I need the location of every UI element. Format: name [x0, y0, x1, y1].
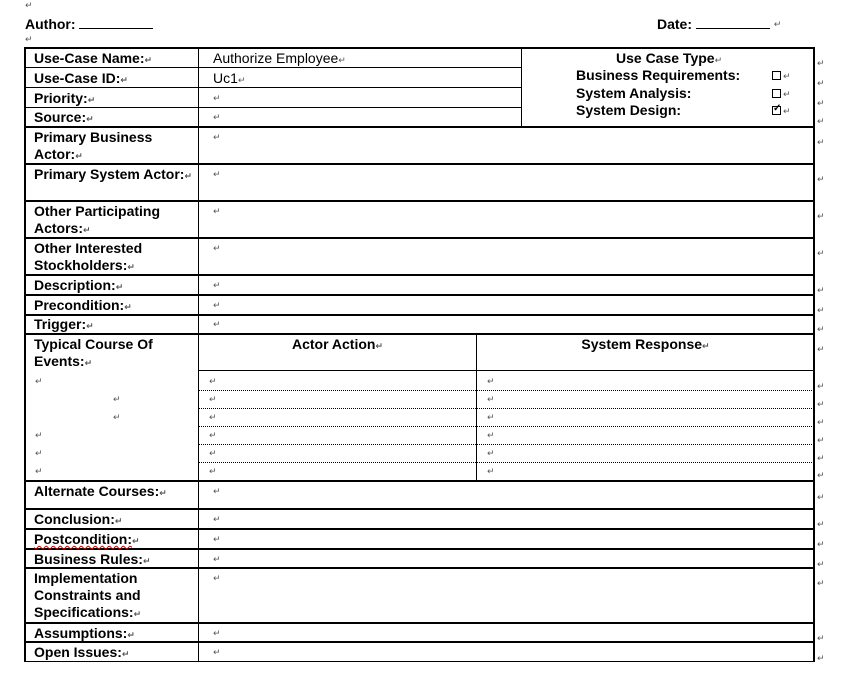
row-end-mark: ↵: [817, 540, 825, 550]
row-end-mark: ↵: [817, 654, 825, 664]
row-end-mark: ↵: [817, 286, 825, 296]
row-end-mark: ↵: [817, 212, 825, 222]
row-end-mark: ↵: [817, 382, 825, 392]
system-response-cell[interactable]: ↵: [487, 431, 495, 441]
other-participating-actors-value[interactable]: ↵: [213, 207, 221, 217]
system-response-cell[interactable]: ↵: [487, 377, 495, 387]
business-rules-value[interactable]: ↵: [213, 555, 221, 565]
row-end-mark: ↵: [817, 400, 825, 410]
description-value[interactable]: ↵: [213, 281, 221, 291]
primary-business-actor-label: Primary Business Actor:↵: [34, 129, 153, 162]
author-label: Author:: [25, 16, 76, 32]
assumptions-value[interactable]: ↵: [213, 629, 221, 639]
other-interested-stockholders-label: Other Interested Stockholders:↵: [34, 240, 143, 273]
row-end-mark: ↵: [817, 634, 825, 644]
row-end-mark: ↵: [817, 325, 825, 335]
alternate-courses-label: Alternate Courses:↵: [34, 483, 167, 499]
actor-action-cell[interactable]: ↵: [209, 395, 217, 405]
paragraph-mark: ↵: [113, 395, 121, 405]
row-end-mark: ↵: [817, 418, 825, 428]
paragraph-mark: ↵: [783, 90, 791, 100]
actor-action-cell[interactable]: ↵: [209, 467, 217, 477]
date-blank[interactable]: [696, 14, 770, 29]
conclusion-label: Conclusion:↵: [34, 511, 123, 527]
paragraph-mark: ↵: [35, 377, 43, 387]
author-line: [25, 14, 153, 32]
row-end-mark: ↵: [817, 345, 825, 355]
actor-action-header: Actor Action↵: [291, 336, 384, 352]
row-end-mark: ↵: [817, 436, 825, 446]
description-label: Description:↵: [34, 277, 124, 293]
other-interested-stockholders-value[interactable]: ↵: [213, 244, 221, 254]
row-end-mark: ↵: [817, 306, 825, 316]
postcondition-value[interactable]: ↵: [213, 535, 221, 545]
priority-label: Priority:↵: [34, 90, 96, 106]
actor-action-cell[interactable]: ↵: [209, 377, 217, 387]
system-response-cell[interactable]: ↵: [487, 449, 495, 459]
primary-system-actor-value[interactable]: ↵: [213, 170, 221, 180]
row-end-mark: ↵: [817, 79, 825, 89]
actor-action-cell[interactable]: ↵: [209, 431, 217, 441]
row-end-mark: ↵: [817, 99, 825, 109]
implementation-value[interactable]: ↵: [213, 574, 221, 584]
actor-action-cell[interactable]: ↵: [209, 413, 217, 423]
trigger-value[interactable]: ↵: [213, 320, 221, 330]
open-issues-label: Open Issues:↵: [34, 644, 130, 660]
other-participating-actors-label: Other Participating Actors:↵: [34, 203, 161, 236]
author-blank[interactable]: [79, 14, 153, 29]
paragraph-mark: ↵: [783, 107, 791, 117]
row-end-mark: ↵: [817, 138, 825, 148]
row-end-mark: ↵: [817, 579, 825, 589]
use-case-name-value[interactable]: Authorize Employee↵: [213, 50, 346, 66]
paragraph-mark: ↵: [113, 413, 121, 423]
primary-system-actor-label: Primary System Actor:↵: [34, 166, 192, 182]
row-end-mark: ↵: [817, 471, 825, 481]
date-label: Date:: [657, 16, 693, 32]
paragraph-mark: ↵: [35, 467, 43, 477]
trigger-label: Trigger:↵: [34, 316, 94, 332]
paragraph-mark: ↵: [773, 20, 782, 30]
row-end-mark: ↵: [817, 175, 825, 185]
paragraph-mark: ↵: [25, 1, 33, 11]
row-end-mark: ↵: [817, 493, 825, 503]
paragraph-mark: ↵: [35, 449, 43, 459]
postcondition-label: Postcondition:↵: [34, 531, 140, 547]
primary-business-actor-value[interactable]: ↵: [213, 133, 221, 143]
priority-value[interactable]: ↵: [213, 94, 221, 104]
system-analysis-checkbox[interactable]: [772, 89, 781, 98]
paragraph-mark: ↵: [35, 431, 43, 441]
business-rules-label: Business Rules:↵: [34, 551, 151, 567]
implementation-label: Implementation Constraints and Specifications:↵: [34, 570, 142, 620]
use-case-id-value[interactable]: Uc1↵: [213, 70, 246, 86]
row-end-mark: ↵: [817, 117, 825, 127]
use-case-id-label: Use-Case ID:↵: [34, 70, 128, 86]
assumptions-label: Assumptions:↵: [34, 625, 135, 641]
precondition-label: Precondition:↵: [34, 297, 132, 313]
source-label: Source:↵: [34, 109, 94, 125]
row-end-mark: ↵: [817, 249, 825, 259]
row-end-mark: ↵: [817, 454, 825, 464]
type-option-design: System Design:: [576, 102, 682, 118]
system-response-cell[interactable]: ↵: [487, 467, 495, 477]
system-response-header: System Response↵: [581, 336, 710, 352]
precondition-value[interactable]: ↵: [213, 301, 221, 311]
business-requirements-checkbox[interactable]: [772, 71, 781, 80]
source-value[interactable]: ↵: [213, 113, 221, 123]
date-line: [657, 14, 781, 32]
typical-course-label: Typical Course Of Events:↵: [34, 336, 153, 369]
actor-action-cell[interactable]: ↵: [209, 449, 217, 459]
type-option-business: Business Requirements:: [576, 67, 741, 83]
alternate-courses-value[interactable]: ↵: [213, 487, 221, 497]
paragraph-mark: ↵: [783, 72, 791, 82]
use-case-name-label: Use-Case Name:↵: [34, 50, 153, 66]
conclusion-value[interactable]: ↵: [213, 515, 221, 525]
paragraph-mark: ↵: [25, 35, 33, 45]
open-issues-value[interactable]: ↵: [213, 648, 221, 658]
use-case-type-title: Use Case Type↵: [616, 50, 723, 66]
row-end-mark: ↵: [817, 520, 825, 530]
system-response-cell[interactable]: ↵: [487, 413, 495, 423]
system-design-checkbox[interactable]: [772, 106, 781, 115]
system-response-cell[interactable]: ↵: [487, 395, 495, 405]
row-end-mark: ↵: [817, 560, 825, 570]
type-option-analysis: System Analysis:: [576, 85, 692, 101]
row-end-mark: ↵: [817, 59, 825, 69]
